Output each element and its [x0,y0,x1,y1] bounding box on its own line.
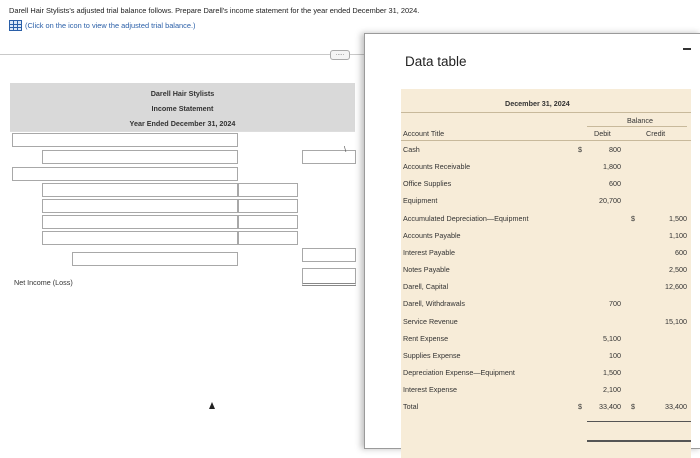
row7-amount-input[interactable] [238,231,298,245]
table-row [401,278,691,295]
table-row [401,381,691,398]
credit-value: 600 [675,247,687,257]
account-name: Total [403,402,419,412]
credit-value: 15,100 [665,316,687,326]
row4-account-input[interactable] [42,183,238,197]
row2-amount-input[interactable] [302,150,356,164]
account-name: Accounts Receivable [403,162,471,172]
debit-value: 20,700 [599,196,621,206]
data-table-modal [364,33,700,449]
row3-account-input[interactable] [12,167,238,181]
modal-title: Data table [405,54,467,69]
table-row [401,244,691,261]
debit-header: Debit [594,129,611,138]
table-row [401,227,691,244]
table-row [401,158,691,175]
account-title-header: Account Title [403,129,445,138]
credit-value: 12,600 [665,282,687,292]
account-name: Rent Expense [403,333,449,343]
company-name: Darell Hair Stylists [150,89,215,98]
account-name: Office Supplies [403,179,452,189]
mouse-cursor [209,402,215,409]
account-name: Cash [403,145,420,154]
table-row [401,141,691,158]
debit-value: 800 [609,145,621,154]
credit-double-rule [651,440,691,442]
row1-account-input[interactable] [12,133,238,147]
header-rule [10,131,355,132]
pointer-mark: \ [344,145,347,154]
account-name: Interest Expense [403,385,457,395]
trial-balance-link[interactable] [9,20,195,31]
account-name: Supplies Expense [403,350,461,360]
section-divider [0,54,365,55]
table-row [401,347,691,364]
debit-value: 1,500 [603,367,621,377]
account-name: Interest Payable [403,247,455,257]
credit-total-rule [651,421,691,422]
row2-account-input[interactable] [42,150,238,164]
debit-value: 600 [609,179,621,189]
credit-header: Credit [646,129,666,138]
total-expenses-amount-input[interactable] [302,248,356,262]
statement-header [10,83,355,131]
credit-value: 33,400 [665,402,687,412]
debit-currency-sign: $ [578,402,582,412]
account-name: Notes Payable [403,265,450,275]
debit-value: 100 [609,350,621,360]
problem-prompt: Darell Hair Stylists's adjusted trial balance follows. Prepare Darell's income statement for the year ended December 31, 2024. [9,6,420,15]
trial-balance-table [401,89,691,458]
debit-value: 33,400 [599,402,621,412]
account-name: Equipment [403,196,438,206]
account-name: Darell, Capital [403,282,449,292]
table-date-rule [401,112,691,113]
table-row [401,295,691,312]
statement-period: Year Ended December 31, 2024 [129,119,236,128]
credit-value: 1,100 [669,230,687,240]
row5-account-input[interactable] [42,199,238,213]
credit-value: 2,500 [669,265,687,275]
trial-balance-link-text[interactable]: (Click on the icon to view the adjusted trial balance.) [25,21,196,30]
account-name: Accounts Payable [403,230,461,240]
table-row [401,364,691,381]
table-icon[interactable] [9,20,22,31]
debit-value: 700 [609,299,621,309]
row4-amount-input[interactable] [238,183,298,197]
account-name: Service Revenue [403,316,458,326]
row6-amount-input[interactable] [238,215,298,229]
credit-value: 1,500 [669,213,687,223]
debit-value: 5,100 [603,333,621,343]
table-row [401,313,691,330]
row6-account-input[interactable] [42,215,238,229]
table-row [401,398,691,415]
table-date: December 31, 2024 [505,99,570,108]
debit-value: 2,100 [603,385,621,395]
expand-button[interactable]: ..... [330,50,350,60]
table-row [401,210,691,227]
balance-header-rule [587,126,687,127]
row5-amount-input[interactable] [238,199,298,213]
debit-currency-sign: $ [578,145,582,154]
table-row [401,330,691,347]
table-row [401,192,691,209]
account-name: Accumulated Depreciation—Equipment [403,213,529,223]
credit-currency-sign: $ [631,213,635,223]
balance-header: Balance [627,116,653,125]
minimize-icon[interactable] [683,48,691,50]
net-income-amount-input[interactable] [302,268,356,286]
net-income-label: Net Income (Loss) [14,278,73,287]
credit-currency-sign: $ [631,402,635,412]
account-name: Darell, Withdrawals [403,299,465,309]
debit-value: 1,800 [603,162,621,172]
statement-name: Income Statement [151,104,214,113]
row7-account-input[interactable] [42,231,238,245]
total-expenses-label-input[interactable] [72,252,238,266]
account-name: Depreciation Expense—Equipment [403,367,515,377]
table-row [401,261,691,278]
table-row [401,175,691,192]
